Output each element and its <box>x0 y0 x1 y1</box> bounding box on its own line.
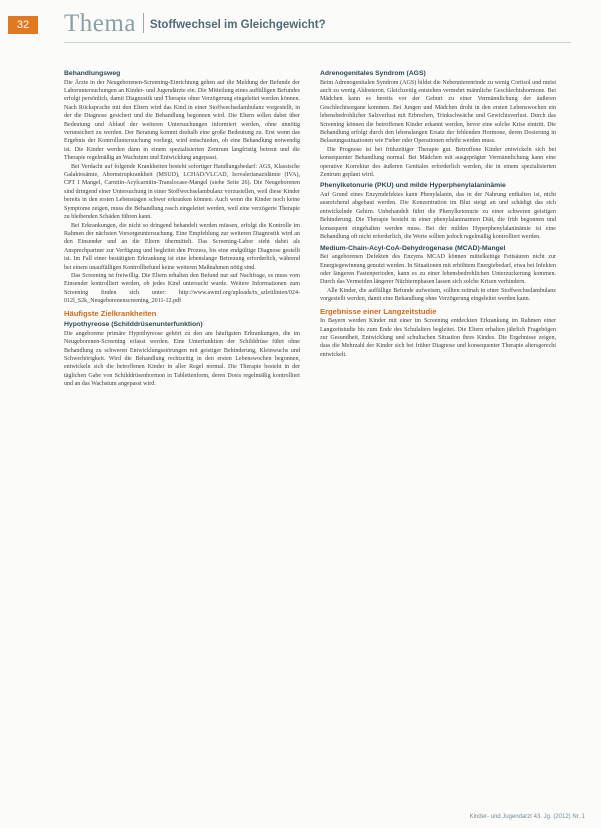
body-paragraph: Die angeborene primäre Hypothyreose gehört zu den am häufigsten Erkrankungen, die im Neugeborenen-Screening erfasst werden. Eine Unterfunktion der Schilddrüse führt ohne Behandlung zu schweren Entwicklungsstörungen mit geistiger Behinderung, Kleinwuchs und Schwerhörigkeit. Wird die Behandlung rechtzeitig in den ersten Lebenswochen begonnen, entwickeln sich die betroffenen Kinder in aller Regel normal. Die Therapie besteht in der täglichen Gabe von Schilddrüsenhormon in Tablettenform, deren Dosis regelmäßig kontrolliert und an das Wachstum angepasst wird. <box>64 330 300 388</box>
section-title: Thema <box>64 10 136 37</box>
right-column <box>320 70 556 359</box>
subsection-heading: Behandlungsweg <box>64 70 121 77</box>
article-subtitle: Stoffwechsel im Gleichgewicht? <box>149 19 326 31</box>
body-paragraph: Die Ärzte in der Neugeborenen-Screening-Einrichtung gehen auf die Meldung der Befunde der Laboruntersuchungen an Kinder- und Jugendärzte ein. Die Mitteilung eines auffälligen Befundes erfolgt persönlich, damit Diagnostik und Therapie ohne Verzögerung eingeleitet werden können. Nach Rücksprache mit den Eltern wird das Kind in einer Stoffwechselambulanz vorgestellt, in der die Diagnose gesichert und die Behandlung begonnen wird. Die Eltern sollen dabei über Bedeutung und Ablauf der weiteren Untersuchungen informiert werden, ohne unnötig verunsichert zu werden. Der Beratung kommt deshalb eine große Bedeutung zu. Erst wenn das Ergebnis der Kontrolluntersuchung vorliegt, wird entschieden, ob eine Behandlung notwendig ist. Die Kinder werden dann in einem spezialisierten Zentrum langfristig betreut und die Therapie regelmäßig an Wachstum und Entwicklung angepasst. <box>64 79 300 162</box>
body-paragraph: Bei angeborenen Defekten des Enzyms MCAD können mittelkettige Fettsäuren nicht zur Energiegewinnung genutzt werden. In Situationen mit erhöhtem Energiebedarf, etwa bei Infekten oder längeren Fastenperioden, kann es zu einer lebensbedrohlichen Unterzuckerung kommen. Durch das Vermeiden längerer Nüchternphasen lassen sich solche Krisen verhindern. <box>320 254 556 286</box>
body-paragraph: Bei Verdacht auf folgende Krankheiten besteht sofortiger Handlungsbedarf: AGS, Klassische Galaktosämie, Ahornsirupkrankheit (MSUD), LCHAD/VLCAD, Isovalerianazidämie (IVA), CPT I Mangel, Carnitin-Acylcarnitin-Translocase-Mangel (siehe Seite 26). Die Neugeborenen sind dringend einer Untersuchung in einer Stoffwechselambulanz vorzustellen, weil diese Kinder bereits in den ersten Lebenstagen schwer erkranken können. Auch wenn die Kinder noch keine Symptome zeigen, muss die Behandlung rasch eingeleitet werden, weil eine verzögerte Therapie zu bleibenden Schäden führen kann. <box>64 163 300 221</box>
body-paragraph: Bei Erkrankungen, die nicht so dringend behandelt werden müssen, erfolgt die Kontrolle im Rahmen der nächsten Vorsorgeuntersuchung. Eine Empfehlung zur weiteren Diagnostik wird an den Einsender und an die Eltern übermittelt. Das Screening-Labor steht dabei als Ansprechpartner zur Verfügung und begleitet den Prozess, bis eine endgültige Diagnose gestellt ist. Im Fall einer bestätigten Erkrankung ist eine lebenslange Betreuung erforderlich, während bei einem unauffälligen Kontrollbefund keine weiteren Maßnahmen nötig sind. <box>64 222 300 271</box>
body-paragraph: Das Screening ist freiwillig. Die Eltern erhalten den Befund nur auf Nachfrage, es muss vom Einsender kontrolliert werden, ob jedes Kind untersucht wurde. Weitere Informationen zum Screening finden sich unter: http://www.awmf.org/uploads/tx_szleitlinien/024-012l_S2k_Neugeborenenscreening_2011-12.pdf <box>64 272 300 305</box>
body-paragraph: Alle Kinder, die auffällige Befunde aufweisen, sollten zeitnah in einer Stoffwechselambulanz vorgestellt werden, damit eine Behandlung ohne Verzögerung eingeleitet werden kann. <box>320 287 556 303</box>
body-paragraph: In Bayern werden Kinder mit einer im Screening entdeckten Erkrankung im Rahmen einer Langzeitstudie bis zum Ende des Schulalters begleitet. Die Eltern erhalten jährlich Fragebögen zur Gesundheit, Entwicklung und schulischen Situation ihres Kindes. Die Ergebnisse zeigen, dass die Mehrzahl der Kinder sich bei früher Diagnose und konsequenter Therapie altersgerecht entwickelt. <box>320 318 556 358</box>
body-paragraph: Die Prognose ist bei frühzeitiger Therapie gut. Betroffene Kinder entwickeln sich bei konsequenter Behandlung normal. Bei Mädchen mit ausgeprägter Vermännlichung kann eine operative Korrektur des äußeren Genitales erforderlich werden, die in einem spezialisierten Zentrum geplant wird. <box>320 146 556 179</box>
section-heading: Häufigste Zielkrankheiten <box>64 308 157 318</box>
page-header <box>64 10 326 38</box>
header-rule <box>64 42 571 43</box>
subsection-heading: Adrenogenitales Syndrom (AGS) <box>320 70 426 77</box>
page-number: 32 <box>8 16 38 34</box>
body-paragraph: Beim Adrenogenitalen Syndrom (AGS) bildet die Nebennierenrinde zu wenig Cortisol und meist auch zu wenig Aldosteron. Gleichzeitig entstehen vermehrt männliche Geschlechtshormone. Bei Mädchen kann es bereits vor der Geburt zu einer Vermännlichung der äußeren Geschlechtsorgane kommen. Bei Jungen und Mädchen droht in den ersten Lebenswochen ein lebensbedrohlicher Salzverlust mit Erbrechen, Trinkschwäche und Gewichtsverlust. Durch das Screening können die betroffenen Kinder erkannt werden, bevor eine solche Krise eintritt. Die Behandlung erfolgt durch den lebenslangen Ersatz der fehlenden Hormone, deren Dosierung in Belastungssituationen wie Fieber oder Operationen erhöht werden muss. <box>320 79 556 145</box>
subsection-heading: Hypothyreose (Schilddrüsenunterfunktion) <box>64 321 203 329</box>
left-column <box>64 70 300 389</box>
body-paragraph: Auf Grund eines Enzymdefektes kann Phenylalanin, das in der Nahrung enthalten ist, nicht ausreichend abgebaut werden. Die Konzentration im Blut steigt an und schädigt das sich entwickelnde Gehirn. Unbehandelt führt die Phenylketonurie zu einer schweren geistigen Behinderung. Die Therapie besteht in einer phenylalaninarmen Diät, die früh begonnen und konsequent eingehalten werden muss. Bei der milden Hyperphenylalaninämie ist eine Behandlung oft nicht erforderlich, die Werte sollten jedoch regelmäßig kontrolliert werden. <box>320 192 556 241</box>
subsection-heading: Medium-Chain-Acyl-CoA-Dehydrogenase (MCAD)-Mangel <box>320 244 506 252</box>
subsection-heading: Phenylketonurie (PKU) und milde Hyperphenylalaninämie <box>320 182 506 190</box>
section-heading: Ergebnisse einer Langzeitstudie <box>320 306 437 316</box>
page-footer: Kinder- und Jugendarzt 43. Jg. (2012) Nr. 1 <box>469 814 585 820</box>
header-divider <box>143 13 144 33</box>
